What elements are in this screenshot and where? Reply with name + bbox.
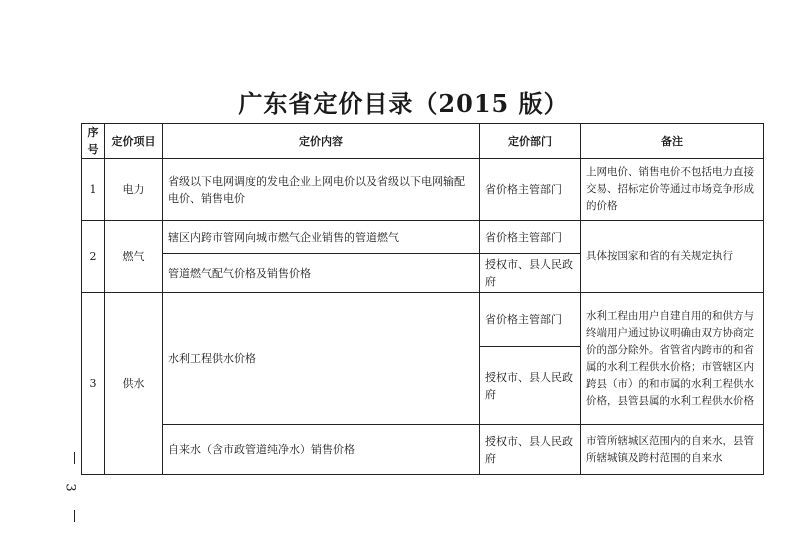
row-department: 省价格主管部门 — [480, 221, 581, 254]
row-notes: 具体按国家和省的有关规定执行 — [581, 221, 764, 293]
header-seq: 序号 — [82, 124, 105, 159]
row-item: 电力 — [105, 159, 163, 221]
row-department: 省价格主管部门 — [480, 159, 581, 221]
row-notes: 上网电价、销售电价不包括电力直接交易、招标定价等通过市场竞争形成的价格 — [581, 159, 764, 221]
page-title: 广东省定价目录（2015 版） — [238, 89, 569, 118]
page-number — [62, 452, 82, 524]
row-notes: 市管所辖城区范围内的自来水，县管所辖城镇及跨村范围的自来水 — [581, 425, 764, 475]
row-item: 燃气 — [105, 221, 163, 293]
row-content: 省级以下电网调度的发电企业上网电价以及省级以下电网输配电价、销售电价 — [163, 159, 480, 221]
row-content: 水利工程供水价格 — [163, 293, 480, 425]
row-department: 授权市、县人民政府 — [480, 254, 581, 293]
page-number-dash — [74, 510, 75, 522]
row-department: 省价格主管部门 — [480, 293, 581, 347]
table-row — [82, 425, 764, 475]
row-item: 供水 — [105, 293, 163, 475]
page-number-value: 3 — [62, 483, 78, 492]
row-content: 自来水（含市政管道纯净水）销售价格 — [163, 425, 480, 475]
header-item: 定价项目 — [105, 124, 163, 159]
row-seq: 2 — [82, 221, 105, 293]
table-row — [82, 293, 764, 347]
pricing-catalog-table — [81, 123, 764, 475]
table-row — [82, 159, 764, 221]
row-content: 辖区内跨市管网向城市燃气企业销售的管道燃气 — [163, 221, 480, 254]
table-header-row — [82, 124, 764, 159]
header-notes: 备注 — [581, 124, 764, 159]
row-seq: 1 — [82, 159, 105, 221]
row-department: 授权市、县人民政府 — [480, 347, 581, 425]
row-content: 管道燃气配气价格及销售价格 — [163, 254, 480, 293]
header-content: 定价内容 — [163, 124, 480, 159]
row-seq: 3 — [82, 293, 105, 475]
header-department: 定价部门 — [480, 124, 581, 159]
table-row — [82, 221, 764, 254]
page-number-dash — [74, 452, 75, 464]
row-notes: 水利工程由用户自建自用的和供方与终端用户通过协议明确由双方协商定价的部分除外。省管省内跨市的和省属的水利工程供水价格；市管辖区内跨县（市）的和市属的水利工程供水价格，县管县属的水利工程供水价格 — [581, 293, 764, 425]
row-department: 授权市、县人民政府 — [480, 425, 581, 475]
